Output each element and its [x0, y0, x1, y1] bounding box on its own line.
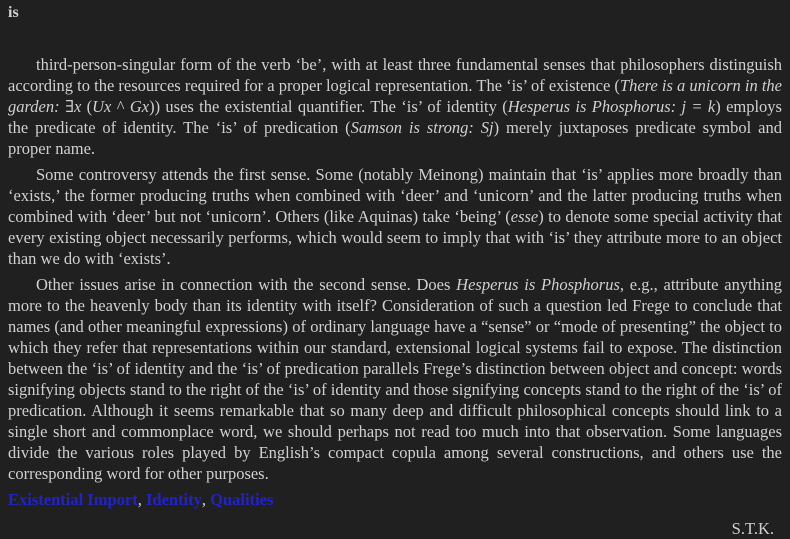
- see-also-link-existential-import[interactable]: Existential Import: [8, 490, 138, 509]
- entry-body: [8, 54, 782, 484]
- text-run: Some controversy attends the first sense. Some (notably Meinong) maintain that ‘is’ applies more broadly than ‘exists,’ the former producing truths when combined with ‘deer’ and ‘unicorn’ and the latter producing truths when combined with ‘deer’ but not ‘unicorn’. Others (like Aquinas) take ‘being’ (: [8, 165, 782, 226]
- text-run: ∃: [64, 97, 74, 116]
- text-run: ) to denote some special activity that every existing object necessarily performs, which would seem to imply that with ‘is’ they attribute more to an object than we do with ‘exists’.: [8, 207, 782, 268]
- text-run: (: [81, 97, 93, 116]
- text-run: )) uses the existential quantifier. The ‘is’ of identity (: [149, 97, 508, 116]
- text-run: ) merely juxtaposes predicate symbol and proper name.: [8, 118, 782, 158]
- text-run: ^: [111, 97, 130, 116]
- text-run: Other issues arise in connection with the second sense. Does: [36, 275, 457, 294]
- italic-run: x: [73, 97, 82, 116]
- paragraph-1: [8, 54, 782, 159]
- paragraph-3: [8, 274, 782, 484]
- italic-run: Samson is strong: Sj: [350, 118, 494, 137]
- see-also-link-identity[interactable]: Identity: [145, 490, 202, 509]
- italic-run: Ux: [92, 97, 112, 116]
- italic-run: Hesperus is Phosphorus: j = k: [507, 97, 716, 116]
- see-also-links: [8, 489, 782, 510]
- italic-run: esse: [510, 207, 539, 226]
- italic-run: Gx: [129, 97, 150, 116]
- see-also-separator: ,: [201, 490, 211, 509]
- headword: is: [8, 4, 19, 21]
- italic-run: Hesperus is Phosphorus: [456, 275, 620, 294]
- author-initials: S.T.K.: [731, 519, 774, 538]
- text-run: third-person-singular form of the verb ‘be’, with at least three fundamental senses that philosophers distinguish according to the resources required for a proper logical representation. The ‘is’ of existence (: [8, 55, 782, 95]
- see-also-link-qualities[interactable]: Qualities: [210, 490, 274, 509]
- paragraph-2: [8, 164, 782, 269]
- italic-run: There is a unicorn in the garden:: [8, 76, 783, 116]
- see-also-separator: ,: [137, 490, 146, 509]
- text-run: ) employs the predicate of identity. The ‘is’ of predication (: [8, 97, 782, 137]
- text-run: , e.g., attribute anything more to the heavenly body than its identity with itself? Consideration of such a question led Frege to conclude that names (and other meaningful expressions) of ordinary language have a “sense” or “mode of presenting” the object to which they refer that representations within our standard, extensional logical systems fail to expose. The distinction between the ‘is’ of identity and the ‘is’ of predication parallels Frege’s distinction between object and concept: words signifying objects stand to the right of the ‘is’ of identity and those signifying concepts stand to the right of the ‘is’ of predication. Although it seems remarkable that so many deep and difficult philosophical concepts should link to a single short and commonplace word, we should perhaps not read too much into that observation. Some languages divide the various roles played by English’s compact copula among several constructions, and others use the corresponding word for other purposes.: [8, 275, 782, 483]
